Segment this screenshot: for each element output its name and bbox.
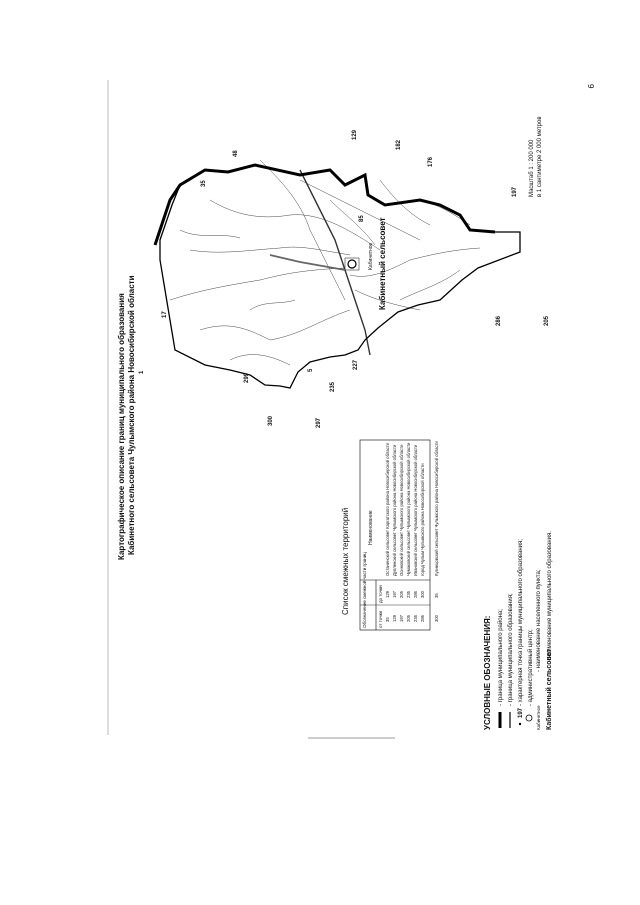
legend-item-text: - наименование муниципального образования.: [547, 531, 553, 662]
adjacent-heading: Список смежных территорий: [341, 507, 350, 615]
row-to: 300: [420, 591, 425, 598]
point-label: 227: [353, 359, 359, 370]
row-from: 129: [392, 615, 397, 622]
row-from: 286: [420, 615, 425, 622]
legend-admin-center-icon: [526, 715, 532, 721]
point-label: 129: [352, 129, 358, 140]
map: [139, 116, 550, 428]
point-label: 182: [396, 139, 402, 150]
point-label: 197: [512, 186, 518, 197]
row-from: 205: [406, 615, 411, 622]
legend-point-icon: [519, 723, 521, 725]
legend-item-text: - наименование населенного пункта;: [536, 569, 542, 672]
legend-municipality-symbol: Кабинетный сельсовет: [546, 649, 553, 730]
row-to: 205: [399, 591, 404, 598]
point-label: 235: [330, 381, 336, 392]
col-name-header: Наименование: [368, 510, 374, 545]
col-from-header: от точки: [378, 611, 383, 628]
row-name: Останинский сельсовет Каргатского района Новосибирской области: [385, 443, 390, 576]
row-name: Кузнецовский сельсовет Чулымского района Новосибирской области: [434, 441, 439, 576]
point-label: 5: [308, 368, 314, 372]
point-label: 205: [544, 315, 550, 326]
row-to: 235: [406, 591, 411, 598]
point-label: 35: [201, 180, 207, 187]
map-highway: [270, 255, 345, 270]
row-from: 35: [385, 617, 390, 622]
col-range-header: Обозначение смежной части границ: [362, 552, 367, 628]
row-from: 197: [399, 615, 404, 622]
admin-center-icon: [348, 260, 356, 268]
col-to-header: до точки: [378, 585, 383, 603]
legend-village-symbol: Кабинетное: [536, 705, 541, 730]
legend: [483, 531, 553, 730]
municipal-boundary: [160, 165, 520, 388]
point-label: 85: [359, 215, 365, 222]
legend-item-text: - граница муниципального образования;: [508, 593, 514, 706]
title-line1: Картографическое описание границ муниципального образования: [117, 293, 126, 560]
legend-point-symbol: 197: [518, 707, 524, 718]
row-name: город Чулым Чулымского района Новосибирской области: [420, 463, 425, 576]
point-label: 286: [496, 315, 502, 326]
row-from: 235: [413, 615, 418, 622]
point-label: 300: [268, 415, 274, 426]
row-name: Ивановский сельсовет Чулымского района Новосибирской области: [413, 444, 418, 576]
row-name: Осиновский сельсовет Чулымского района Новосибирской области: [399, 444, 404, 576]
map-center-label: Кабинетный сельсовет: [378, 217, 387, 310]
row-to: 197: [392, 591, 397, 598]
point-label: 176: [428, 156, 434, 167]
point-label: 48: [233, 150, 239, 157]
legend-item-text: - граница муниципального района;: [498, 609, 504, 706]
map-roads: [170, 160, 480, 365]
row-from: 300: [434, 615, 439, 622]
district-boundary: [155, 165, 495, 245]
village-label: Кабинетное: [368, 242, 374, 270]
scale-text-2: в 1 сантиметре 2 000 метров: [537, 116, 543, 197]
point-label: 1: [139, 370, 145, 374]
point-label: 299: [244, 372, 250, 383]
title-line2: Кабинетного сельсовета Чулымского района Новосибирской области: [127, 275, 136, 555]
point-label: 17: [162, 311, 168, 318]
legend-item-text: - характерная точка границы муниципального образования;: [518, 539, 524, 706]
adjacent-table: [341, 440, 439, 630]
page-number: 9: [586, 84, 595, 89]
legend-item-text: - административный центр;: [528, 629, 534, 706]
table-rows: [385, 440, 439, 622]
row-name: Дупленский сельсовет Чулымского района Новосибирской области: [392, 444, 397, 576]
row-to: 286: [413, 591, 418, 598]
row-to: 35: [434, 593, 439, 598]
row-name: Чумаковский сельсовет Чулымского района Новосибирской области: [406, 442, 411, 576]
row-to: 129: [385, 591, 390, 598]
scale-text: Масштаб 1 : 200 000: [529, 139, 535, 197]
legend-heading: УСЛОВНЫЕ ОБОЗНАЧЕНИЯ:: [483, 615, 492, 730]
point-label: 297: [316, 417, 322, 428]
